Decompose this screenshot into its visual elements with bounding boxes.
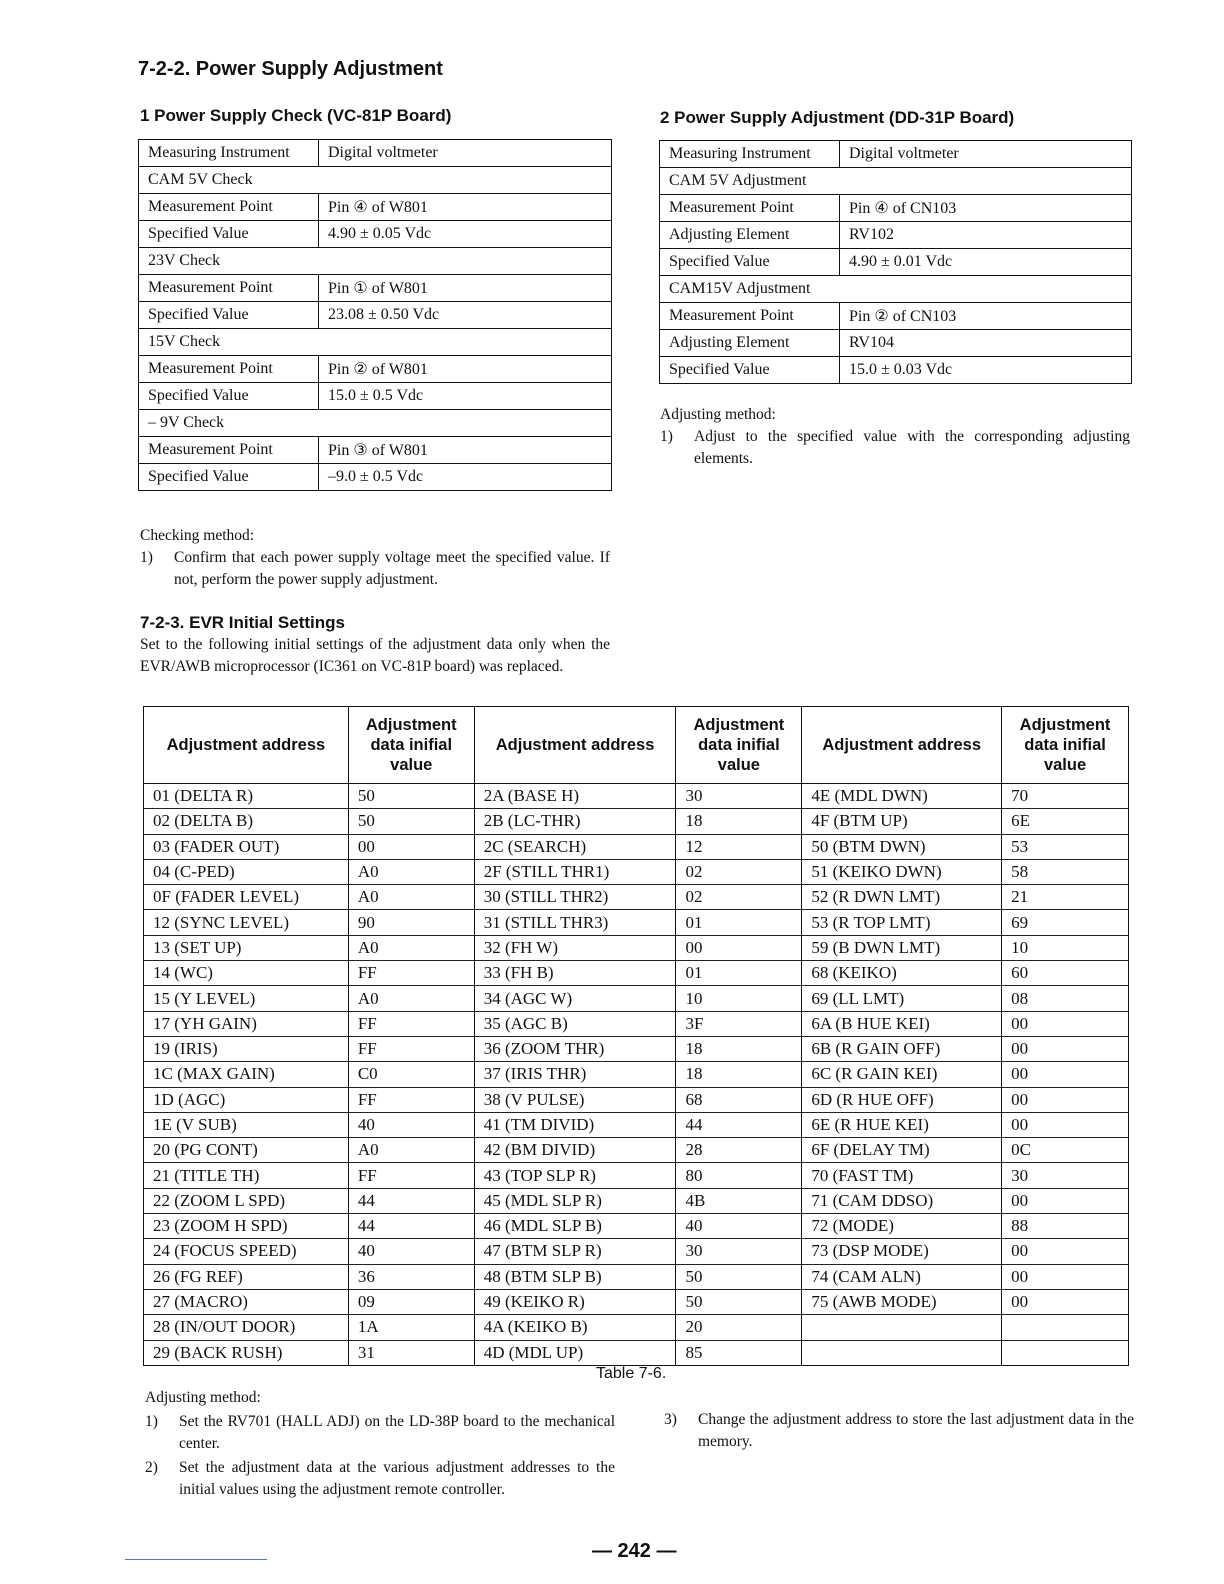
table-row [144,784,1129,809]
spec-key: Measuring Instrument [139,140,319,167]
address-cell: 0F (FADER LEVEL) [144,885,349,910]
table-row [144,1264,1129,1289]
evr-adjusting-method [145,1387,615,1501]
value-cell: A0 [348,986,474,1011]
address-cell [802,1340,1002,1365]
spec-row [139,437,612,464]
table-row [144,1112,1129,1137]
table-row [144,1036,1129,1061]
value-cell: 12 [676,834,802,859]
power-adjust-table [659,140,1132,384]
spec-value: RV104 [840,330,1132,357]
spec-value: 15.0 ± 0.03 Vdc [840,357,1132,384]
spec-row [139,302,612,329]
address-cell: 26 (FG REF) [144,1264,349,1289]
value-cell: A0 [348,935,474,960]
value-cell: FF [348,1011,474,1036]
section-title: 7-2-2. Power Supply Adjustment [138,58,443,80]
value-cell: 40 [348,1112,474,1137]
evr-method-label: Adjusting method: [145,1389,261,1406]
address-cell: 6A (B HUE KEI) [802,1011,1002,1036]
address-cell: 4F (BTM UP) [802,809,1002,834]
spec-row [139,140,612,167]
spec-row [139,194,612,221]
spec-group-row [660,168,1132,195]
table-row [144,986,1129,1011]
table-row [144,1163,1129,1188]
table-row [144,1289,1129,1314]
table-row [144,1340,1129,1365]
evr-heading: 7-2-3. EVR Initial Settings [140,613,345,632]
address-cell: 42 (BM DIVID) [474,1138,676,1163]
address-cell: 51 (KEIKO DWN) [802,859,1002,884]
spec-key: Specified Value [139,464,319,491]
value-cell: 50 [676,1289,802,1314]
spec-value: –9.0 ± 0.5 Vdc [319,464,612,491]
evr-step-text: Change the adjustment address to store the last adjustment data in the memory. [698,1411,1134,1450]
spec-group-row [139,410,612,437]
address-cell: 15 (Y LEVEL) [144,986,349,1011]
value-cell: 00 [1002,1036,1129,1061]
checking-step-number: 1) [140,549,153,566]
address-cell: 74 (CAM ALN) [802,1264,1002,1289]
checking-step-text: Confirm that each power supply voltage meet the specified value. If not, perform the power supply adjustment. [174,549,610,588]
value-cell: A0 [348,859,474,884]
value-cell: 00 [1002,1011,1129,1036]
spec-value: Pin ④ of CN103 [840,195,1132,222]
address-cell: 32 (FH W) [474,935,676,960]
value-cell: A0 [348,1138,474,1163]
value-cell: 1A [348,1315,474,1340]
value-cell: 09 [348,1289,474,1314]
address-cell: 2F (STILL THR1) [474,859,676,884]
value-cell: 18 [676,809,802,834]
value-cell: 31 [348,1340,474,1365]
value-cell: 00 [1002,1112,1129,1137]
spec-value: Pin ④ of W801 [319,194,612,221]
address-cell: 50 (BTM DWN) [802,834,1002,859]
address-cell: 21 (TITLE TH) [144,1163,349,1188]
address-cell: 29 (BACK RUSH) [144,1340,349,1365]
value-cell: 02 [676,885,802,910]
table-row [144,1138,1129,1163]
spec-value: Pin ① of W801 [319,275,612,302]
value-cell: 44 [676,1112,802,1137]
value-cell: FF [348,1036,474,1061]
address-cell: 46 (MDL SLP B) [474,1214,676,1239]
spec-row [139,221,612,248]
adjusting-method-label: Adjusting method: [660,406,776,423]
spec-key: Measuring Instrument [660,141,840,168]
power-check-heading: 1 Power Supply Check (VC-81P Board) [140,106,452,125]
address-cell: 41 (TM DIVID) [474,1112,676,1137]
header-value: Adjustment data inifial value [348,707,474,784]
address-cell: 17 (YH GAIN) [144,1011,349,1036]
value-cell: 88 [1002,1214,1129,1239]
spec-row [660,357,1132,384]
adjusting-step-number: 1) [660,428,673,445]
address-cell: 33 (FH B) [474,961,676,986]
header-address: Adjustment address [802,707,1002,784]
address-cell: 35 (AGC B) [474,1011,676,1036]
spec-value: Digital voltmeter [319,140,612,167]
spec-group-row [139,329,612,356]
spec-value: Pin ③ of W801 [319,437,612,464]
spec-key: Measurement Point [139,275,319,302]
value-cell: 36 [348,1264,474,1289]
checking-method-label: Checking method: [140,527,255,544]
address-cell: 4D (MDL UP) [474,1340,676,1365]
address-cell: 45 (MDL SLP R) [474,1188,676,1213]
spec-value: 4.90 ± 0.05 Vdc [319,221,612,248]
spec-group-row [139,248,612,275]
spec-group-row [139,167,612,194]
spec-key: Specified Value [660,249,840,276]
value-cell: FF [348,1163,474,1188]
value-cell: 00 [676,935,802,960]
spec-group-label: CAM 5V Adjustment [660,168,1132,195]
address-cell: 2B (LC-THR) [474,809,676,834]
spec-row [660,249,1132,276]
value-cell: 00 [1002,1239,1129,1264]
value-cell: 3F [676,1011,802,1036]
spec-row [660,303,1132,330]
address-cell: 2A (BASE H) [474,784,676,809]
header-address: Adjustment address [144,707,349,784]
evr-step-number: 3) [664,1411,677,1428]
spec-key: Specified Value [139,302,319,329]
table-row [144,1188,1129,1213]
adjusting-step-text: Adjust to the specified value with the corresponding adjusting elements. [694,428,1130,467]
table-row [144,834,1129,859]
evr-adjusting-method-cont [664,1409,1134,1453]
header-value: Adjustment data inifial value [676,707,802,784]
table-row [144,1239,1129,1264]
value-cell: 40 [676,1214,802,1239]
value-cell: 00 [1002,1188,1129,1213]
address-cell: 1C (MAX GAIN) [144,1062,349,1087]
value-cell: 10 [1002,935,1129,960]
address-cell: 23 (ZOOM H SPD) [144,1214,349,1239]
spec-key: Specified Value [139,221,319,248]
value-cell: 30 [676,1239,802,1264]
value-cell: 70 [1002,784,1129,809]
value-cell: 40 [348,1239,474,1264]
spec-key: Measurement Point [660,303,840,330]
spec-row [660,195,1132,222]
value-cell: 85 [676,1340,802,1365]
spec-row [139,383,612,410]
evr-step-number: 2) [145,1459,158,1476]
spec-group-row [660,276,1132,303]
spec-row [660,222,1132,249]
table-row [144,935,1129,960]
address-cell: 1D (AGC) [144,1087,349,1112]
address-cell: 48 (BTM SLP B) [474,1264,676,1289]
spec-row [139,464,612,491]
value-cell: 80 [676,1163,802,1188]
spec-key: Adjusting Element [660,222,840,249]
spec-value: Pin ② of CN103 [840,303,1132,330]
value-cell: 10 [676,986,802,1011]
address-cell: 68 (KEIKO) [802,961,1002,986]
address-cell: 69 (LL LMT) [802,986,1002,1011]
address-cell: 24 (FOCUS SPEED) [144,1239,349,1264]
value-cell: 18 [676,1062,802,1087]
address-cell: 14 (WC) [144,961,349,986]
address-cell: 12 (SYNC LEVEL) [144,910,349,935]
spec-key: Measurement Point [139,194,319,221]
value-cell: 08 [1002,986,1129,1011]
spec-value: RV102 [840,222,1132,249]
value-cell: 44 [348,1188,474,1213]
address-cell: 36 (ZOOM THR) [474,1036,676,1061]
spec-group-label: CAM 5V Check [139,167,612,194]
table-row [144,1214,1129,1239]
spec-value: 23.08 ± 0.50 Vdc [319,302,612,329]
address-cell: 37 (IRIS THR) [474,1062,676,1087]
value-cell: 58 [1002,859,1129,884]
value-cell: 60 [1002,961,1129,986]
value-cell: C0 [348,1062,474,1087]
value-cell: FF [348,961,474,986]
address-cell: 13 (SET UP) [144,935,349,960]
address-cell: 03 (FADER OUT) [144,834,349,859]
table-row [144,859,1129,884]
address-cell: 49 (KEIKO R) [474,1289,676,1314]
address-cell: 22 (ZOOM L SPD) [144,1188,349,1213]
value-cell: A0 [348,885,474,910]
table-caption: Table 7-6. [596,1365,667,1382]
spec-key: Adjusting Element [660,330,840,357]
address-cell: 75 (AWB MODE) [802,1289,1002,1314]
value-cell: 53 [1002,834,1129,859]
value-cell: 68 [676,1087,802,1112]
value-cell: 30 [676,784,802,809]
value-cell [1002,1315,1129,1340]
address-cell: 47 (BTM SLP R) [474,1239,676,1264]
address-cell: 6E (R HUE KEI) [802,1112,1002,1137]
value-cell: 20 [676,1315,802,1340]
table-row [144,961,1129,986]
value-cell: 00 [1002,1289,1129,1314]
table-row [144,885,1129,910]
spec-key: Measurement Point [139,437,319,464]
value-cell: FF [348,1087,474,1112]
spec-group-label: 15V Check [139,329,612,356]
spec-row [660,330,1132,357]
spec-key: Specified Value [660,357,840,384]
address-cell: 43 (TOP SLP R) [474,1163,676,1188]
page-number: — 242 — [592,1540,677,1562]
address-cell: 6C (R GAIN KEI) [802,1062,1002,1087]
value-cell: 21 [1002,885,1129,910]
value-cell: 01 [676,961,802,986]
value-cell: 50 [348,784,474,809]
evr-step-number: 1) [145,1413,158,1430]
address-cell: 72 (MODE) [802,1214,1002,1239]
address-cell: 01 (DELTA R) [144,784,349,809]
header-value: Adjustment data inifial value [1002,707,1129,784]
adjusting-method-right [660,404,1130,470]
checking-method [140,525,610,591]
spec-value: 4.90 ± 0.01 Vdc [840,249,1132,276]
spec-key: Measurement Point [660,195,840,222]
spec-row [139,356,612,383]
value-cell: 02 [676,859,802,884]
value-cell: 00 [1002,1264,1129,1289]
header-address: Adjustment address [474,707,676,784]
table-row [144,910,1129,935]
address-cell: 34 (AGC W) [474,986,676,1011]
value-cell: 28 [676,1138,802,1163]
address-cell: 4E (MDL DWN) [802,784,1002,809]
spec-row [660,141,1132,168]
evr-intro: Set to the following initial settings of the adjustment data only when the EVR/AWB microprocessor (IC361 on VC-81P board) was replaced. [140,636,610,675]
value-cell: 01 [676,910,802,935]
value-cell: 00 [348,834,474,859]
address-cell: 38 (V PULSE) [474,1087,676,1112]
address-cell [802,1315,1002,1340]
table-row [144,1315,1129,1340]
spec-value: 15.0 ± 0.5 Vdc [319,383,612,410]
spec-value: Digital voltmeter [840,141,1132,168]
address-cell: 30 (STILL THR2) [474,885,676,910]
value-cell: 00 [1002,1062,1129,1087]
value-cell: 6E [1002,809,1129,834]
value-cell: 90 [348,910,474,935]
address-cell: 71 (CAM DDSO) [802,1188,1002,1213]
address-cell: 6B (R GAIN OFF) [802,1036,1002,1061]
value-cell: 44 [348,1214,474,1239]
address-cell: 53 (R TOP LMT) [802,910,1002,935]
value-cell: 69 [1002,910,1129,935]
address-cell: 70 (FAST TM) [802,1163,1002,1188]
address-cell: 31 (STILL THR3) [474,910,676,935]
value-cell [1002,1340,1129,1365]
value-cell: 00 [1002,1087,1129,1112]
spec-row [139,275,612,302]
spec-key: Measurement Point [139,356,319,383]
address-cell: 6D (R HUE OFF) [802,1087,1002,1112]
spec-group-label: – 9V Check [139,410,612,437]
evr-step-text: Set the RV701 (HALL ADJ) on the LD-38P board to the mechanical center. [179,1413,615,1452]
address-cell: 20 (PG CONT) [144,1138,349,1163]
address-cell: 19 (IRIS) [144,1036,349,1061]
address-cell: 28 (IN/OUT DOOR) [144,1315,349,1340]
table-row [144,1062,1129,1087]
value-cell: 4B [676,1188,802,1213]
address-cell: 59 (B DWN LMT) [802,935,1002,960]
power-check-table [138,139,612,491]
address-cell: 1E (V SUB) [144,1112,349,1137]
address-cell: 27 (MACRO) [144,1289,349,1314]
address-cell: 02 (DELTA B) [144,809,349,834]
evr-table [143,706,1129,1366]
spec-key: Specified Value [139,383,319,410]
value-cell: 50 [676,1264,802,1289]
table-row [144,809,1129,834]
address-cell: 2C (SEARCH) [474,834,676,859]
spec-group-label: 23V Check [139,248,612,275]
address-cell: 73 (DSP MODE) [802,1239,1002,1264]
table-row [144,1011,1129,1036]
evr-table-header [144,707,1129,784]
value-cell: 50 [348,809,474,834]
address-cell: 6F (DELAY TM) [802,1138,1002,1163]
power-adjust-heading: 2 Power Supply Adjustment (DD-31P Board) [660,108,1015,127]
footer-rule [125,1559,267,1560]
address-cell: 4A (KEIKO B) [474,1315,676,1340]
value-cell: 18 [676,1036,802,1061]
address-cell: 04 (C-PED) [144,859,349,884]
value-cell: 30 [1002,1163,1129,1188]
spec-value: Pin ② of W801 [319,356,612,383]
evr-step-text: Set the adjustment data at the various adjustment addresses to the initial values using the adjustment remote controller. [179,1459,615,1498]
table-row [144,1087,1129,1112]
address-cell: 52 (R DWN LMT) [802,885,1002,910]
spec-group-label: CAM15V Adjustment [660,276,1132,303]
value-cell: 0C [1002,1138,1129,1163]
